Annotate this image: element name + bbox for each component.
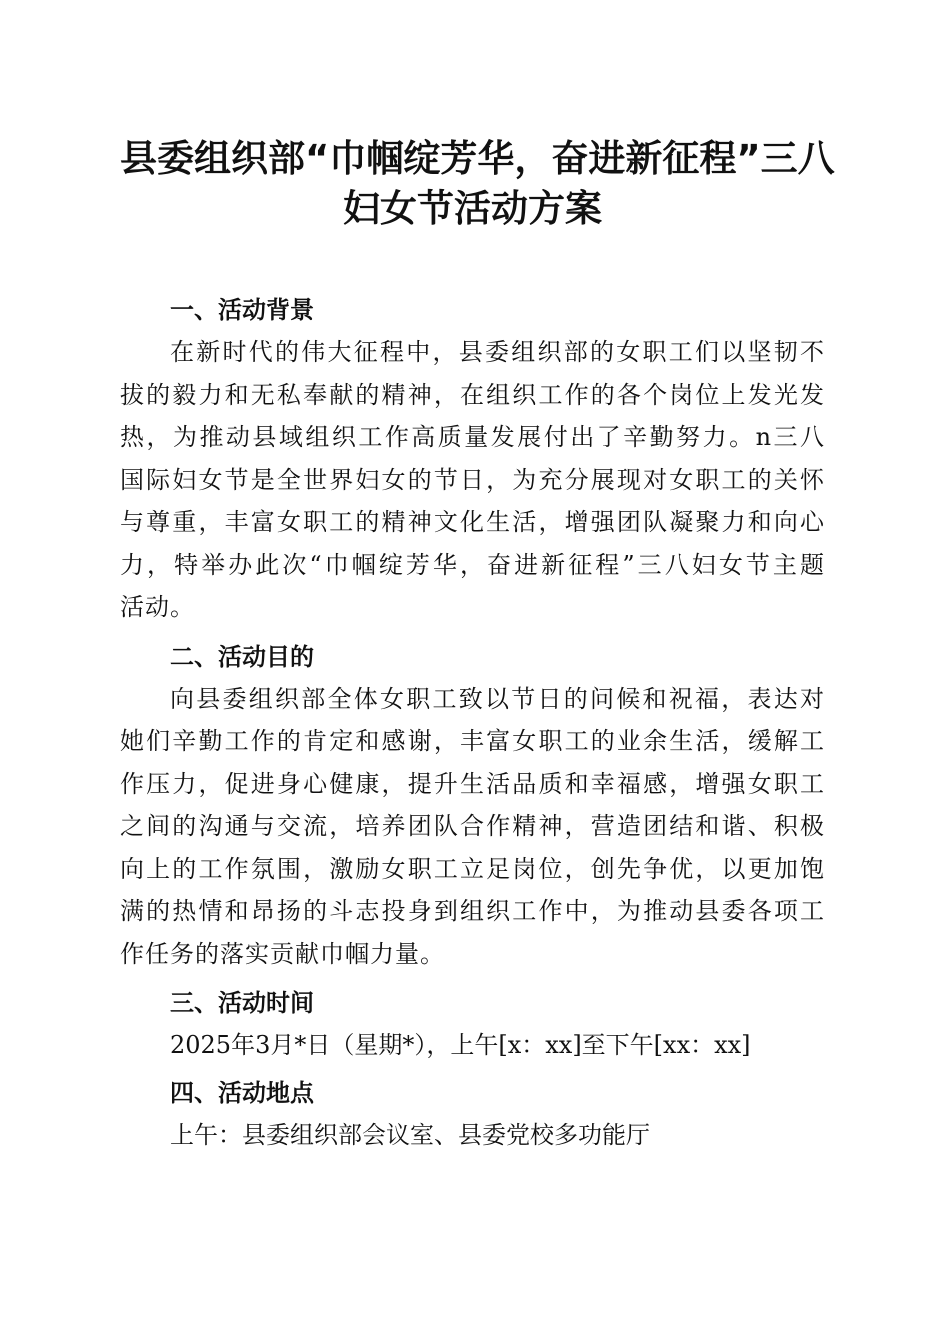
section-paragraph-background (120, 331, 825, 629)
paragraph-line: 热，为推动县域组织工作高质量发展付出了辛勤努力。n三八 (120, 423, 825, 451)
section-heading-purpose: 二、活动目的 (170, 642, 314, 671)
document-body (120, 289, 825, 1156)
paragraph-line: 满的热情和昂扬的斗志投身到组织工作中，为推动县委各项工 (120, 897, 825, 925)
title-line-2: 妇女节活动方案 (343, 187, 602, 230)
section-text-location: 上午：县委组织部会议室、县委党校多功能厅 (170, 1121, 650, 1149)
section-heading-time: 三、活动时间 (170, 989, 314, 1017)
paragraph-line: 向上的工作氛围，激励女职工立足岗位，创先争优，以更加饱 (120, 854, 825, 883)
title-line-1: 县委组织部“巾帼绽芳华，奋进新征程”三八 (120, 137, 835, 180)
paragraph-line: 与尊重，丰富女职工的精神文化生活，增强团队凝聚力和向心 (120, 508, 825, 536)
paragraph-line: 国际妇女节是全世界妇女的节日，为充分展现对女职工的关怀 (120, 465, 825, 494)
section-heading-location: 四、活动地点 (170, 1079, 314, 1107)
paragraph-line: 拔的毅力和无私奉献的精神，在组织工作的各个岗位上发光发 (120, 380, 825, 409)
paragraph-line: 之间的沟通与交流，培养团队合作精神，营造团结和谐、积极 (120, 812, 825, 840)
document-page (120, 0, 835, 1162)
paragraph-line: 她们辛勤工作的肯定和感谢，丰富女职工的业余生活，缓解工 (120, 727, 825, 755)
paragraph-line: 在新时代的伟大征程中，县委组织部的女职工们以坚韧不 (170, 338, 825, 366)
document-title (120, 134, 835, 234)
paragraph-line: 作任务的落实贡献巾帼力量。 (120, 939, 445, 968)
paragraph-line: 活动。 (120, 593, 195, 621)
section-heading-background: 一、活动背景 (170, 296, 314, 324)
paragraph-line: 作压力，促进身心健康，提升生活品质和幸福感，增强女职工 (120, 769, 825, 798)
section-text-time: 2025年3月*日（星期*），上午[x：xx]至下午[xx：xx] (170, 1031, 751, 1059)
paragraph-line: 向县委组织部全体女职工致以节日的问候和祝福，表达对 (170, 684, 825, 713)
section-paragraph-purpose (120, 678, 825, 976)
paragraph-line: 力，特举办此次“巾帼绽芳华，奋进新征程”三八妇女节主题 (120, 550, 825, 579)
